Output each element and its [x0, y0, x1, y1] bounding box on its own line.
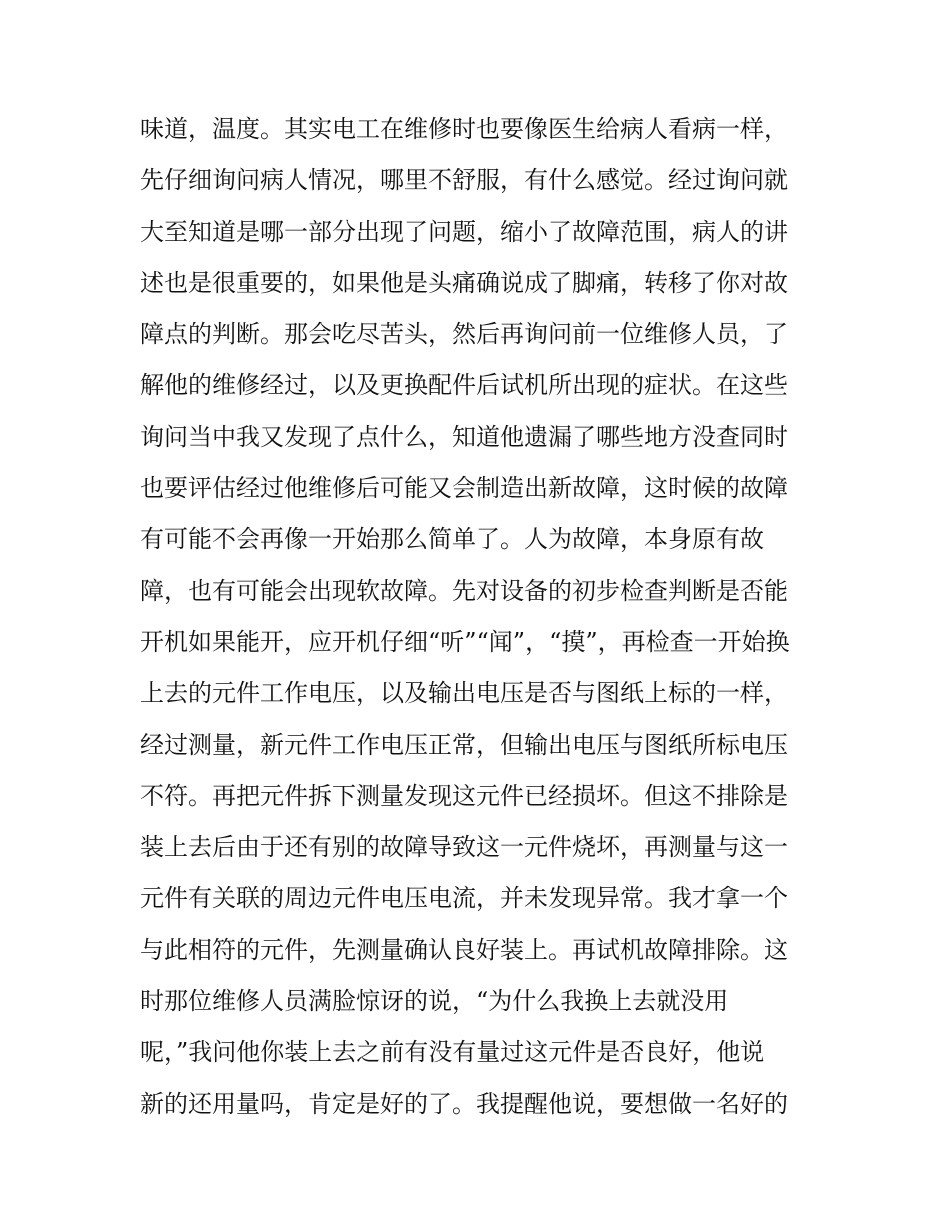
text-line: 先仔细询问病人情况，哪里不舒服，有什么感觉。经过询问就 — [140, 166, 788, 195]
text-line: 述也是很重要的，如果他是头痛确说成了脚痛，转移了你对故 — [140, 268, 788, 297]
text-line: 经过测量，新元件工作电压正常，但输出电压与图纸所标电压 — [140, 730, 788, 759]
text-line: 呢，”我问他你装上去之前有没有量过这元件是否良好，他说 — [140, 1038, 765, 1067]
text-line: 障，也有可能会出现软故障。先对设备的初步检查判断是否能 — [140, 576, 788, 605]
text-line: 装上去后由于还有别的故障导致这一元件烧坏，再测量与这一 — [140, 833, 788, 862]
text-line: 询问当中我又发现了点什么，知道他遗漏了哪些地方没查同时 — [140, 422, 788, 451]
text-line: 大至知道是哪一部分出现了问题，缩小了故障范围，病人的讲 — [140, 217, 788, 246]
body-paragraph — [140, 104, 820, 1130]
text-line: 开机如果能开，应开机仔细“听”“闻”，“摸”，再检查一开始换 — [140, 627, 790, 656]
text-line: 与此相符的元件，先测量确认良好装上。再试机故障排除。这 — [140, 935, 788, 964]
text-line: 解他的维修经过，以及更换配件后试机所出现的症状。在这些 — [140, 371, 788, 400]
text-line: 障点的判断。那会吃尽苦头，然后再询问前一位维修人员，了 — [140, 320, 788, 349]
text-line: 时那位维修人员满脸惊讶的说，“为什么我换上去就没用 — [140, 987, 729, 1016]
text-line: 味道，温度。其实电工在维修时也要像医生给病人看病一样， — [140, 115, 788, 143]
text-line: 有可能不会再像一开始那么简单了。人为故障，本身原有故 — [140, 525, 764, 554]
text-line: 上去的元件工作电压，以及输出电压是否与图纸上标的一样， — [140, 679, 788, 708]
text-line: 新的还用量吗，肯定是好的了。我提醒他说，要想做一名好的 — [140, 1089, 788, 1118]
text-line: 也要评估经过他维修后可能又会制造出新故障，这时候的故障 — [140, 474, 788, 503]
text-line: 不符。再把元件拆下测量发现这元件已经损坏。但这不排除是 — [140, 781, 788, 810]
text-line: 元件有关联的周边元件电压电流，并未发现异常。我才拿一个 — [140, 884, 788, 913]
